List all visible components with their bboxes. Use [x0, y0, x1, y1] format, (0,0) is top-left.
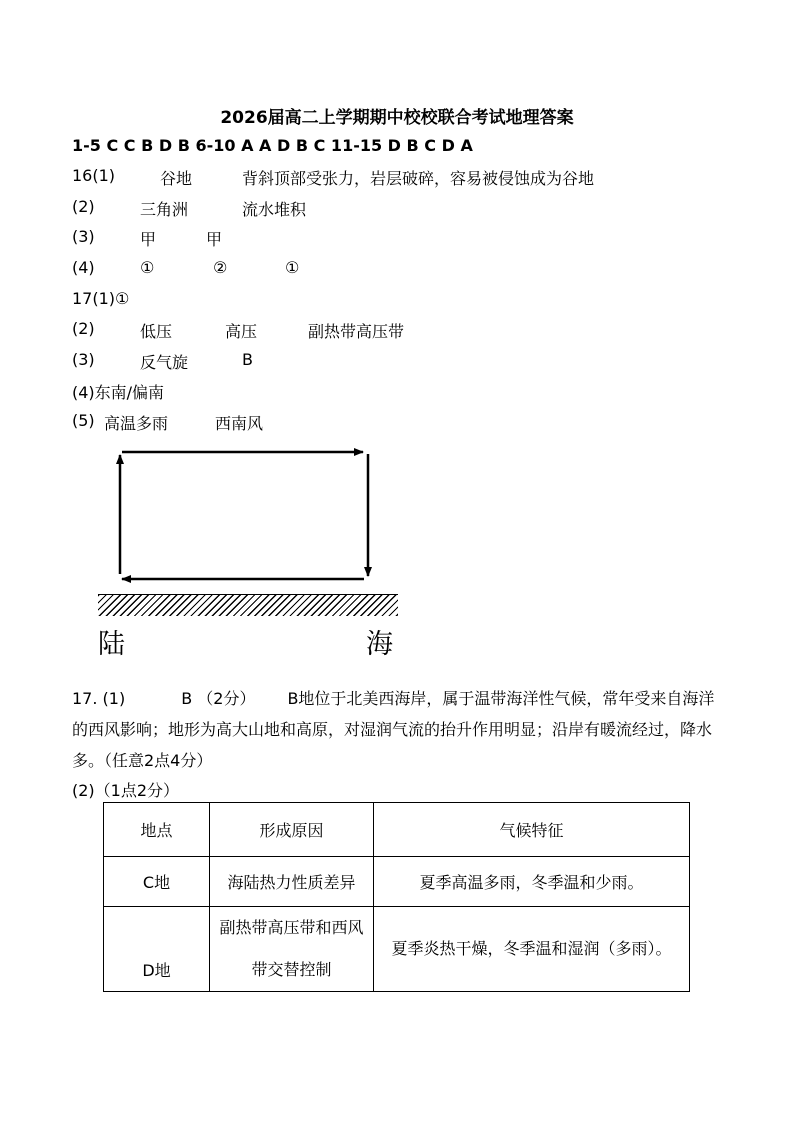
q17-line-4: (4)东南/偏南: [72, 383, 165, 402]
q17-3-answer-b: B: [242, 350, 253, 369]
q17-line-1: 17(1)①: [72, 289, 130, 308]
q16-3-answer-b: 甲: [206, 230, 223, 249]
mc-answers: 1-5 C C B D B 6-10 A A D B C 11-15 D B C D A: [72, 136, 473, 155]
q16-2-answer-a: 三角洲: [140, 200, 189, 219]
q16-3-answer-a: 甲: [140, 230, 157, 249]
header-place: 地点: [104, 803, 210, 857]
row-d-feature: 夏季炎热干燥，冬季温和湿润（多雨）。: [374, 907, 690, 992]
q16-3-number: (3): [72, 227, 95, 246]
land-label: 陆: [98, 629, 125, 660]
q17-2-answer-a: 低压: [140, 322, 173, 341]
q16-2-answer-b: 流水堆积: [242, 200, 307, 219]
row-c-feature: 夏季高温多雨，冬季温和少雨。: [374, 857, 690, 907]
q16-4-answer-a: ①: [140, 258, 155, 277]
q17-p1-answer: B （2分）: [181, 689, 256, 708]
ground-hatching: [98, 594, 398, 616]
row-d-place: D地: [104, 907, 210, 992]
q17-p1-number: 17. (1): [72, 689, 126, 708]
sea-land-circulation-diagram: [95, 440, 405, 660]
q17-3-number: (3): [72, 350, 95, 369]
q17-p1-explanation: B地位于北美西海岸，属于温带海洋性气候，常年受来自海洋的西风影响；地形为高大山地和高原，对湿润气流的抬升作用明显；沿岸有暖流经过，降水多。（任意2点4分）: [72, 689, 715, 770]
q17-5-answer-a: 高温多雨: [104, 414, 169, 433]
page-title: 2026届高二上学期期中校校联合考试地理答案: [220, 108, 574, 128]
q16-2-number: (2): [72, 197, 95, 216]
q16-4-answer-b: ②: [213, 258, 228, 277]
climate-answer-table: [103, 802, 690, 992]
q17-paragraph-1: [72, 683, 726, 776]
table-row: [104, 907, 690, 992]
q16-1-number: 16(1): [72, 166, 116, 185]
table-row: [104, 857, 690, 907]
q17-2-answer-c: 副热带高压带: [308, 322, 405, 341]
q17-5-answer-b: 西南风: [215, 414, 264, 433]
q17-2-number: (2): [72, 319, 95, 338]
q16-4-answer-c: ①: [285, 258, 300, 277]
row-c-cause: 海陆热力性质差异: [210, 857, 374, 907]
header-feature: 气候特征: [374, 803, 690, 857]
table-header-row: [104, 803, 690, 857]
q16-1-answer-b: 背斜顶部受张力，岩层破碎，容易被侵蚀成为谷地: [242, 169, 595, 188]
q17-p2-label: (2)（1点2分）: [72, 781, 180, 800]
row-c-place: C地: [104, 857, 210, 907]
q17-2-answer-b: 高压: [225, 322, 258, 341]
q17-3-answer-a: 反气旋: [140, 353, 189, 372]
q16-4-number: (4): [72, 258, 95, 277]
row-d-cause: 副热带高压带和西风带交替控制: [210, 907, 374, 992]
sea-label: 海: [366, 629, 393, 660]
q16-1-answer-a: 谷地: [160, 169, 193, 188]
header-cause: 形成原因: [210, 803, 374, 857]
q17-5-number: (5): [72, 411, 95, 430]
